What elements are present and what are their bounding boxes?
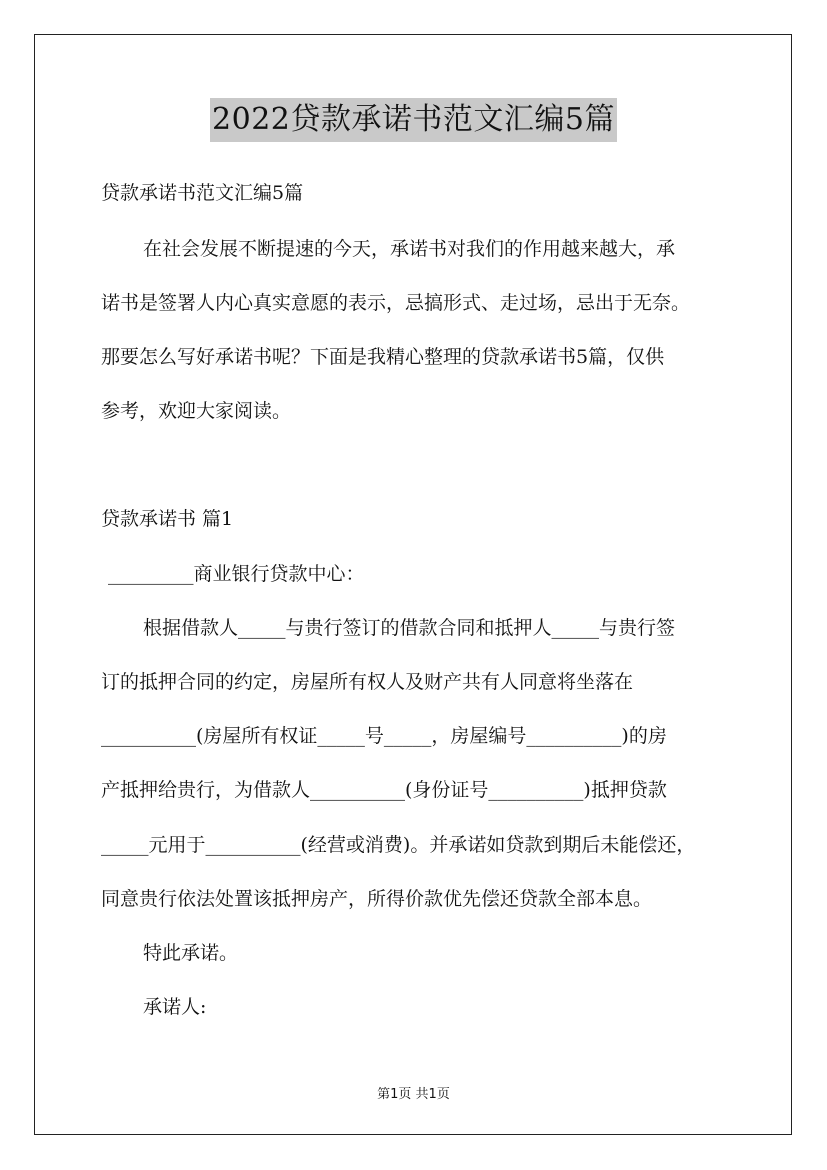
body-line: __________(房屋所有权证_____号_____，房屋编号__________)的房 xyxy=(101,725,667,747)
signature-label: 承诺人: xyxy=(143,996,207,1018)
document-title: 2022贷款承诺书范文汇编5篇 xyxy=(210,98,617,142)
intro-line: 诺书是签署人内心真实意愿的表示，忌搞形式、走过场，忌出于无奈。 xyxy=(101,292,691,314)
body-line: 同意贵行依法处置该抵押房产，所得价款优先偿还贷款全部本息。 xyxy=(101,888,653,910)
title-container xyxy=(0,98,827,142)
body-line: _____元用于__________(经营或消费)。并承诺如贷款到期后未能偿还， xyxy=(101,834,696,856)
body-line: 根据借款人_____与贵行签订的借款合同和抵押人_____与贵行签 xyxy=(143,617,676,639)
body-line: 产抵押给贵行，为借款人__________(身份证号__________)抵押贷款 xyxy=(101,779,667,801)
intro-line: 那要怎么写好承诺书呢？下面是我精心整理的贷款承诺书5篇，仅供 xyxy=(101,346,665,368)
intro-line: 参考，欢迎大家阅读。 xyxy=(101,400,292,422)
closing-line: 特此承诺。 xyxy=(143,942,239,964)
page-footer: 第1页 共1页 xyxy=(377,1087,450,1102)
addressee-line: _________商业银行贷款中心： xyxy=(108,563,365,585)
intro-line: 在社会发展不断提速的今天，承诺书对我们的作用越来越大，承 xyxy=(143,238,676,260)
section-heading: 贷款承诺书 篇1 xyxy=(101,508,234,530)
document-subtitle: 贷款承诺书范文汇编5篇 xyxy=(101,182,304,204)
body-line: 订的抵押合同的约定，房屋所有权人及财产共有人同意将坐落在 xyxy=(101,671,634,693)
